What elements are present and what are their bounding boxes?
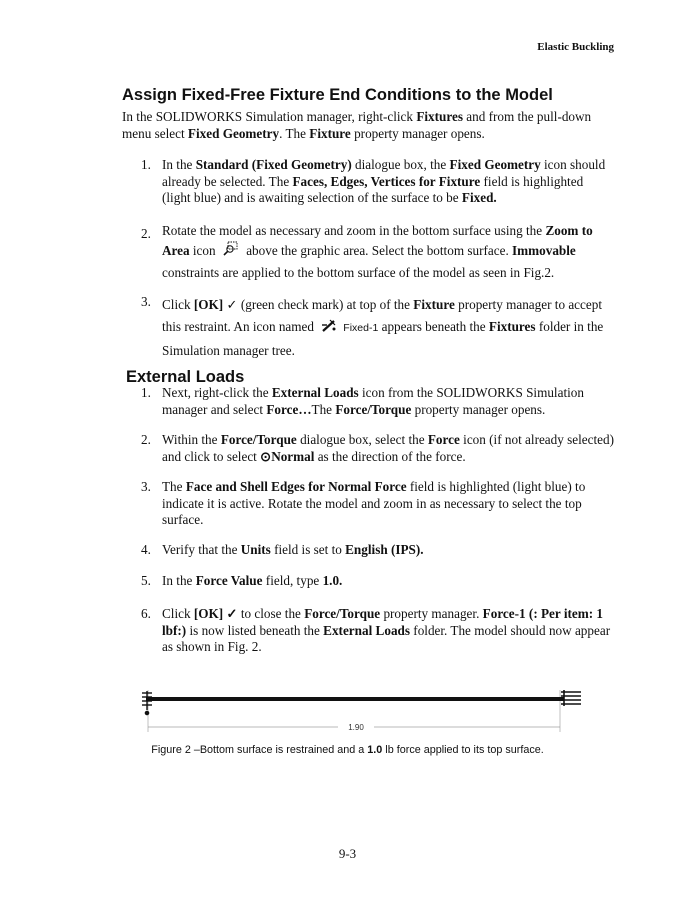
step-text: [162, 479, 615, 529]
step-number: 3.: [141, 294, 151, 309]
fixed-1-label: Fixed-1: [343, 322, 379, 334]
text-run: icon from the SOLIDWORKS Simulation manager and select: [162, 385, 584, 417]
bold-term: External Loads: [271, 385, 359, 400]
text-run: as the direction of the force.: [314, 448, 466, 464]
step-number: 6.: [141, 606, 151, 621]
page-number: 9-3: [338, 846, 357, 861]
bold-term: Fixed.: [461, 190, 497, 206]
step-number: 1.: [141, 385, 151, 400]
bold-term: Force: [427, 432, 460, 447]
step-text: [162, 385, 615, 418]
text-run: and from the pull-down menu select: [122, 109, 592, 141]
bold-term: English (IPS).: [345, 542, 424, 557]
text-run: In the: [162, 157, 196, 172]
bold-term: Fixtures: [488, 319, 536, 334]
section-heading-fixtures: Assign Fixed-Free Fixture End Conditions to the Model: [122, 86, 553, 104]
text-run: ✓ (green check mark) at top of the: [223, 297, 414, 312]
bold-term: Immovable: [512, 243, 576, 258]
bold-term: 1.0: [367, 744, 383, 756]
section-heading-external-loads: External Loads: [126, 368, 245, 386]
bold-term: Fixtures: [416, 109, 463, 124]
text-run: appears beneath the: [378, 319, 489, 334]
bold-term: Force-1 (: Per item: 1 lbf:): [162, 606, 604, 638]
bold-term: Force/Torque: [335, 401, 412, 417]
load-step-2: [141, 432, 615, 465]
load-step-5: [141, 573, 615, 590]
text-run: In the: [162, 573, 196, 588]
step-text: [162, 542, 615, 559]
figure-2-model-view: [138, 688, 588, 736]
text-run: The: [311, 401, 336, 417]
text-run: dialogue box, the: [351, 157, 450, 172]
text-run: to close the: [237, 606, 305, 621]
text-run: folder. The model should now appear as shown in Fig. 2.: [162, 622, 611, 655]
step-text: [162, 157, 615, 207]
text-run: Rotate the model as necessary and zoom in the bottom surface using the: [162, 223, 546, 238]
fixture-step-3: [141, 294, 615, 362]
bold-term: Units: [240, 542, 271, 557]
text-run: property manager.: [380, 606, 483, 621]
bold-term: Force Value: [195, 573, 263, 588]
running-header: Elastic Buckling: [537, 41, 614, 53]
text-run: folder in the Simulation manager tree.: [162, 319, 604, 358]
zoom-to-area-icon: [223, 241, 239, 263]
text-run: field, type: [262, 573, 323, 588]
text-run: field is highlighted (light blue) to indicate it is active. Rotate the model and zoom in as necessary to select the top surface.: [162, 479, 586, 528]
text-run: lb force applied to its top surface.: [382, 744, 544, 756]
bold-term: Fixture: [309, 126, 351, 141]
fixture-step-2: [141, 221, 615, 283]
bold-term: Zoom to Area: [162, 223, 593, 258]
fixed-geometry-icon: [321, 318, 337, 340]
step-number: 1.: [141, 157, 151, 172]
step-text: [162, 573, 615, 590]
figure-caption: [0, 744, 695, 756]
load-step-6: [141, 606, 615, 656]
force-arrows-symbol: [561, 690, 581, 706]
text-run: . The: [279, 126, 310, 141]
load-step-4: [141, 542, 615, 559]
load-step-1: [141, 385, 615, 418]
text-run: property manager opens.: [350, 126, 485, 141]
bold-term: Fixed Geometry: [449, 157, 541, 172]
bold-term: [OK]: [193, 297, 224, 312]
text-run: dialogue box, select the: [296, 432, 428, 447]
step-number: 3.: [141, 479, 151, 494]
text-run: icon should already be selected. The: [162, 157, 606, 189]
fixture-restraint-symbol: [142, 691, 152, 715]
text-run: field is set to: [270, 542, 346, 557]
bold-term: Faces, Edges, Vertices for Fixture: [292, 173, 481, 189]
step-number: 4.: [141, 542, 151, 557]
text-run: The: [162, 479, 186, 494]
text-run: Figure 2 –Bottom surface is restrained and a: [151, 744, 368, 756]
step-text: [162, 221, 615, 283]
step-text: [162, 432, 615, 465]
bold-term: Force/Torque: [220, 432, 297, 447]
bold-term: [OK] ✓: [193, 606, 238, 621]
bold-term: External Loads: [323, 622, 410, 638]
text-run: Next, right-click the: [162, 385, 272, 400]
text-run: constraints are applied to the bottom surface of the model as seen in Fig.2.: [162, 265, 555, 280]
step-number: 5.: [141, 573, 151, 588]
step-text: [162, 294, 615, 362]
beam-model-drawing: [138, 688, 588, 736]
text-run: Click: [162, 606, 194, 621]
text-run: field is highlighted (light blue) and is awaiting selection of the surface to be: [162, 173, 584, 206]
text-run: Within the: [162, 432, 221, 447]
intro-paragraph: [122, 108, 612, 142]
fixture-step-1: [141, 157, 615, 207]
text-run: Verify that the: [162, 542, 241, 557]
text-run: property manager to accept this restraint. An icon named: [162, 297, 602, 334]
text-run: is now listed beneath the: [186, 622, 324, 638]
beam-body: [146, 697, 564, 701]
step-text: [162, 606, 615, 656]
bold-term: 1.0.: [322, 573, 343, 588]
bold-term: Fixture: [413, 297, 455, 312]
bold-term: ⊙Normal: [260, 448, 315, 464]
step-number: 2.: [141, 432, 151, 447]
text-run: icon: [189, 243, 219, 258]
load-step-3: [141, 479, 615, 529]
text-run: above the graphic area. Select the bottom surface.: [242, 243, 513, 258]
bold-term: Face and Shell Edges for Normal Force: [185, 479, 407, 494]
bold-term: Force/Torque: [304, 606, 381, 621]
dimension-label: 1.90: [348, 723, 364, 732]
bold-term: Fixed Geometry: [187, 126, 280, 141]
bold-term: Standard (Fixed Geometry): [195, 157, 352, 172]
text-run: Click: [162, 297, 194, 312]
text-run: property manager opens.: [411, 401, 546, 417]
bold-term: Force…: [266, 401, 312, 417]
text-run: In the SOLIDWORKS Simulation manager, right-click: [122, 109, 417, 124]
step-number: 2.: [141, 226, 151, 241]
text-run: icon (if not already selected) and click to select: [162, 432, 615, 464]
